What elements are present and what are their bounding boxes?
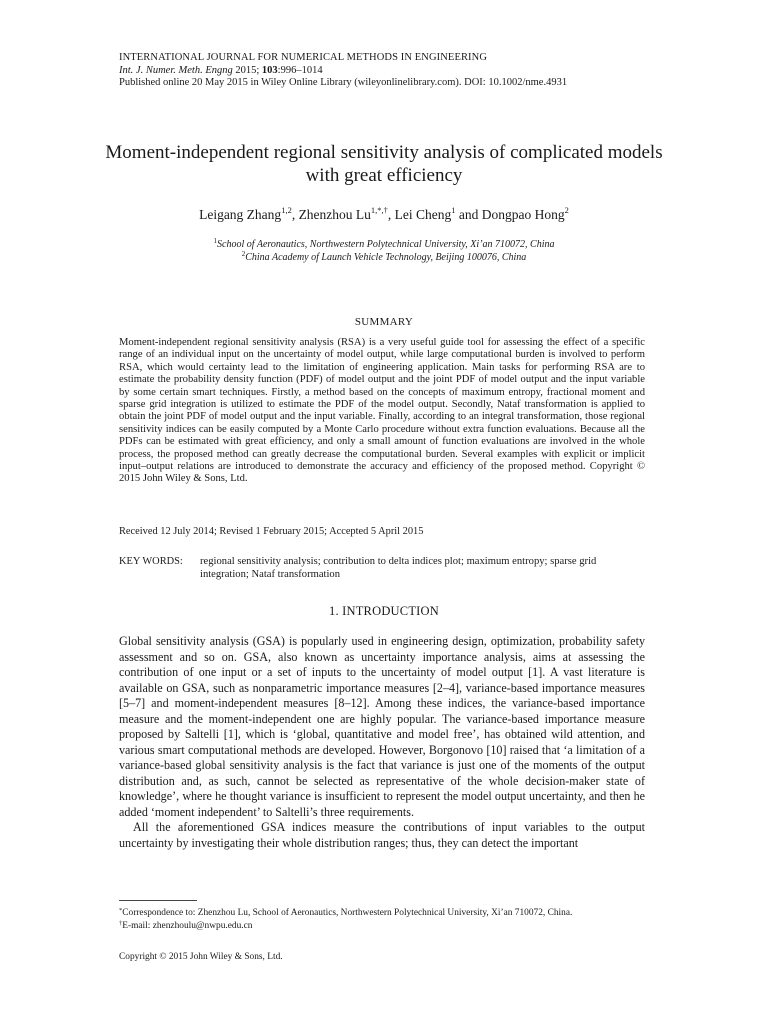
footnote-email [119, 920, 659, 932]
footnote-correspondence [119, 907, 659, 919]
citation-abbrev: Int. J. Numer. Meth. Engng [119, 64, 233, 76]
affiliations [100, 239, 668, 264]
author-name: Leigang Zhang [199, 207, 282, 222]
body-paragraph: Global sensitivity analysis (GSA) is popularly used in engineering design, optimization, probability safety assessment and so on. GSA, also known as uncertainty importance analysis, aims at assessing the contribution of one input or a set of inputs to the uncertainty of model output [1]. A vast literature is available on GSA, such as nonparametric importance measures [2–4], variance-based importance measures [5–7] and moment-independent measures [8–12]. Among these indices, the variance-based importance measure and the moment-independent one are highly popular. The variance-based importance measure proposed by Saltelli [1], which is ‘global, quantitative and model free’, has obtained wild attention, and various smart computational methods are developed. However, Borgonovo [10] raised that ‘a limitation of a variance-based global sensitivity analysis is the fact that variance is just one of the moments of the output distribution and, as such, cannot be selected as representative of the whole decision-maker state of knowledge’, where he thought variance is insufficient to represent the model output uncertainty, and then he added ‘moment independent’ to Saltelli’s three requirements. [119, 634, 645, 819]
affiliation-mark: 1 [213, 237, 218, 245]
footnote-mark: * [119, 907, 123, 914]
abstract-text: Moment-independent regional sensitivity analysis (RSA) is a very useful guide tool for assessing the effect of a specific range of an individual input on the uncertainty of model output, while large computational burden is involved to perform RSA, which would certainty lead to the limitation of engineering application. Main tasks for performing RSA are to estimate the probability density function (PDF) of model output and the joint PDF of model output and the input variable by some certain smart techniques. Firstly, a method based on the concepts of maximum entropy, fractional moment and sparse grid integration is utilized to estimate the PDF of the model output. Secondly, Nataf transformation is applied to obtain the joint PDF of model output and the input variable. Finally, according to an integral transformation, those regional sensitivity indices can be easily computed by a Monte Carlo procedure without extra function evaluations. Because all the PDFs can be estimated with great efficiency, and only a small amount of function evaluations are involved in the whole process, the proposed method can greatly decrease the computational burden. Several examples with explicit or implicit input–output relations are introduced to demonstrate the accuracy and efficiency of the proposed method. Copyright © 2015 John Wiley & Sons, Ltd. [119, 337, 645, 485]
keywords-text: regional sensitivity analysis; contribution to delta indices plot; maximum entropy; sparse grid integration; Nataf transformation [200, 556, 597, 580]
paper-title: Moment-independent regional sensitivity analysis of complicated models with great efficiency [105, 142, 663, 186]
introduction-body [119, 634, 645, 851]
affiliation-text: China Academy of Launch Vehicle Technology, Beijing 100076, China [245, 251, 527, 263]
author-separator: and [455, 207, 482, 222]
author-name: Lei Cheng [394, 207, 452, 222]
affiliation [100, 249, 668, 265]
summary-heading: SUMMARY [354, 316, 414, 328]
citation-pages: :996–1014 [277, 64, 323, 76]
journal-name: INTERNATIONAL JOURNAL FOR NUMERICAL METHODS IN ENGINEERING [119, 52, 488, 63]
citation-line [119, 65, 659, 78]
author-affiliation-mark: 1 [451, 205, 456, 215]
copyright-notice: Copyright © 2015 John Wiley & Sons, Ltd. [119, 952, 283, 962]
citation-volume: 103 [261, 64, 278, 76]
affiliation-text: School of Aeronautics, Northwestern Polytechnical University, Xi’an 710072, China [217, 239, 555, 250]
published-line: Published online 20 May 2015 in Wiley Online Library (wileyonlinelibrary.com). DOI: 10.1002/nme.4931 [119, 77, 568, 88]
citation-year: 2015; [232, 64, 262, 76]
author-separator: , [387, 207, 395, 222]
author-affiliation-mark: 2 [564, 205, 569, 215]
keywords-label: KEY WORDS: [119, 556, 183, 567]
author-name: Zhenzhou Lu [298, 207, 371, 222]
journal-header [119, 52, 659, 90]
received-dates: Received 12 July 2014; Revised 1 February 2015; Accepted 5 April 2015 [119, 526, 424, 537]
author-list [100, 207, 668, 223]
footnote-rule [119, 900, 197, 901]
affiliation-mark: 2 [241, 249, 246, 258]
body-paragraph: All the aforementioned GSA indices measure the contributions of input variables to the output uncertainty by investigating their whole distribution ranges; thus, they can detect the important [119, 820, 645, 850]
author-separator: , [291, 207, 299, 222]
author-affiliation-mark: 1,2 [281, 205, 292, 215]
affiliation [100, 239, 668, 252]
section-heading-introduction: 1. INTRODUCTION [329, 604, 439, 618]
footnote-text: Correspondence to: Zhenzhou Lu, School of Aeronautics, Northwestern Polytechnical University, Xi’an 710072, China. [122, 908, 573, 918]
author-affiliation-mark: 1,*,† [370, 205, 388, 215]
author-name: Dongpao Hong [481, 207, 565, 222]
footnote-mark: † [119, 920, 123, 927]
footnote-text: E-mail: zhenzhoulu@nwpu.edu.cn [122, 921, 253, 931]
